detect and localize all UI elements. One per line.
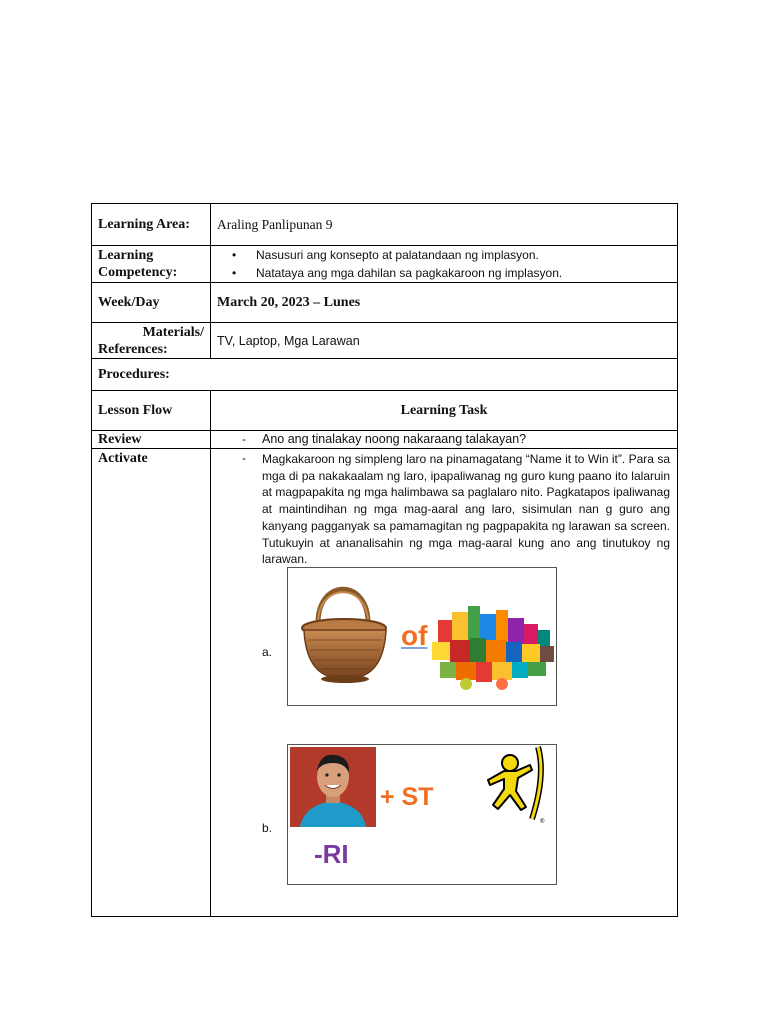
row-competency — [92, 246, 677, 283]
rebus-image — [287, 744, 557, 885]
resist-figure-icon — [480, 745, 552, 825]
lesson-flow-label: Lesson Flow — [92, 391, 211, 430]
activate-dash: - — [242, 451, 246, 465]
week-day-value: March 20, 2023 – Lunes — [217, 294, 361, 310]
competency-label-line2: Competency: — [98, 265, 178, 280]
learning-task-header: Learning Task — [400, 402, 488, 418]
row-lesson-flow — [92, 391, 677, 431]
competency-list-cell — [211, 246, 677, 282]
ri-text: -RI — [314, 839, 349, 869]
learning-area-label: Learning Area: — [92, 204, 211, 245]
lesson-plan-table — [91, 203, 678, 917]
image-b-label: b. — [262, 821, 273, 835]
materials-value: TV, Laptop, Mga Larawan — [217, 333, 360, 348]
groceries-icon — [432, 598, 556, 698]
of-word: of — [401, 620, 428, 651]
review-text: Ano ang tinalakay noong nakaraang talakayan? — [262, 432, 527, 446]
row-review — [92, 431, 677, 449]
image-a-label: a. — [262, 645, 273, 659]
row-activate — [92, 449, 677, 916]
activate-paragraph: Magkakaroon ng simpleng laro na pinamagatang “Name it to Win it”. Para sa mga di pa nakakaalam ng laro, ipapaliwanag ng guro kung paano ito lalaruin at magpapakita ng mga halimbawa sa paglalaro nito. Pagkatapos ipaliwanag at maintindihan ng mga mag-aaral ang laro, sisimulan nan g guro ang kanyang pagganyak sa pamamagitan ng pagpapakita ng larawan sa screen. Tutukuyin at ananalisahin ng mga mag-aaral kung ano ang tinutukoy ng larawan. — [262, 452, 670, 567]
activate-cell — [211, 449, 677, 916]
activate-label: Activate — [92, 449, 211, 916]
row-week-day — [92, 283, 677, 323]
competency-list — [211, 246, 677, 282]
row-learning-area — [92, 204, 677, 246]
row-materials — [92, 323, 677, 359]
review-dash: - — [242, 432, 246, 446]
week-day-label: Week/Day — [92, 283, 211, 322]
plus-st-text: + ST — [380, 783, 434, 811]
competency-item: • Nasusuri ang konsepto at palatandaan ng implasyon. — [211, 246, 677, 264]
competency-label — [92, 246, 211, 282]
competency-label-line1: Learning — [98, 248, 154, 263]
learning-area-value: Araling Panlipunan 9 — [217, 216, 333, 232]
review-cell — [211, 431, 677, 448]
person-photo-icon — [290, 747, 376, 827]
trademark-mark: ® — [540, 819, 545, 825]
materials-label — [92, 323, 211, 358]
competency-item: • Natataya ang mga dahilan sa pagkakaroon ng implasyon. — [211, 264, 677, 282]
materials-label-line2: References: — [98, 342, 168, 357]
row-procedures — [92, 359, 677, 391]
review-label: Review — [92, 431, 211, 448]
materials-label-line1: Materials/ — [142, 325, 204, 340]
procedures-label: Procedures: — [98, 366, 170, 382]
basket-of-goods-image — [287, 567, 557, 706]
